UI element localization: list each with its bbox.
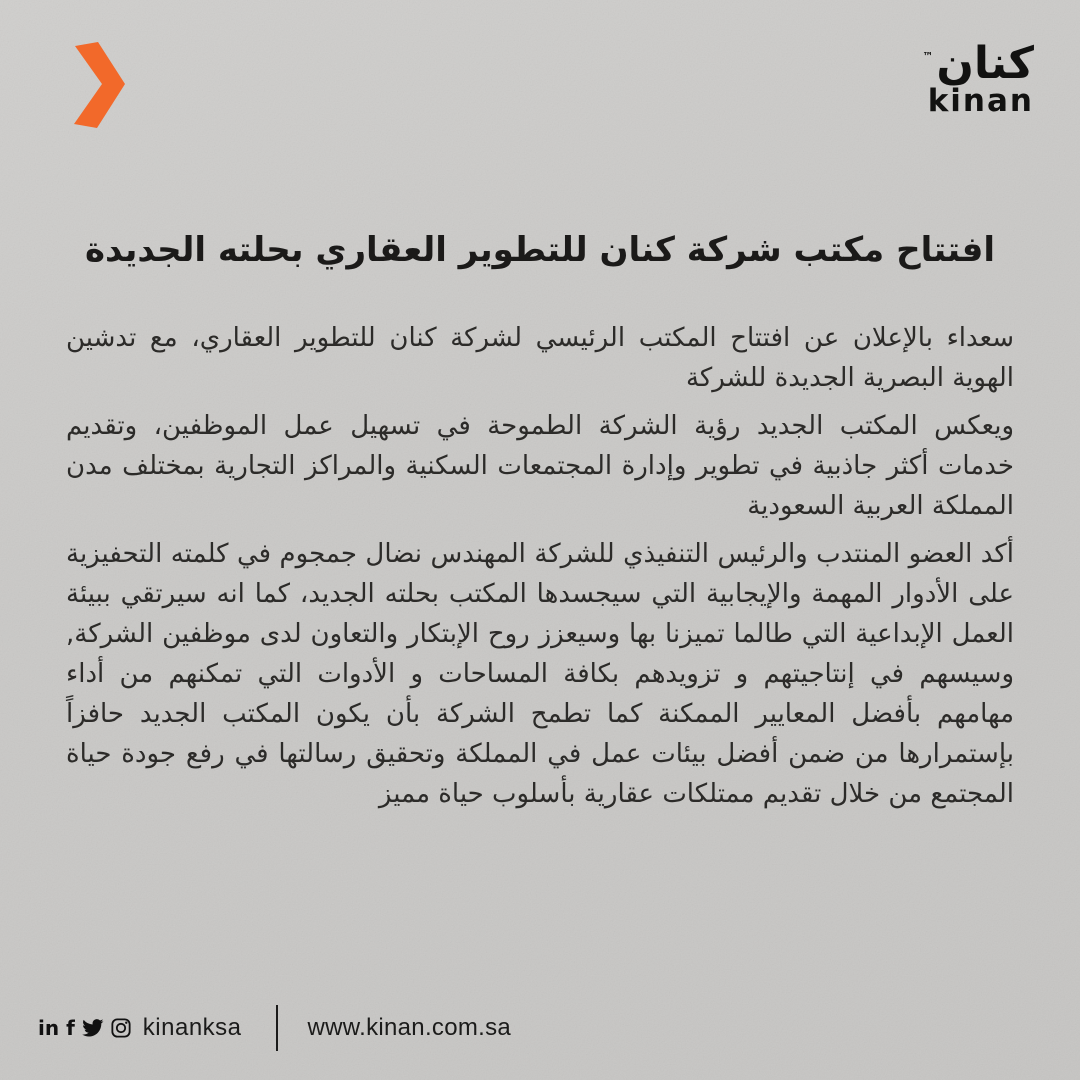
footer-divider — [276, 1005, 278, 1051]
kinan-logo-latin: kinan — [927, 83, 1034, 119]
instagram-icon[interactable] — [111, 1018, 131, 1038]
kinan-arrow-icon — [71, 42, 125, 128]
article-title: افتتاح مكتب شركة كنان للتطوير العقاري بحلته الجديدة — [84, 230, 996, 270]
article — [66, 228, 1014, 822]
article-paragraph-3: أكد العضو المنتدب والرئيس التنفيذي للشركة المهندس نضال جمجوم في كلمته التحفيزية على الأدوار المهمة والإيجابية التي سيجسدها المكتب بحلته الجديد، كما انه سيرتقي ببيئة العمل الإبداعية التي طالما تميزنا بها وسيعزز روح الإبتكار والتعاون لدى موظفين الشركة, وسيسهم في إنتاجيتهم و تزويدهم بكافة المساحات و الأدوات التي تمكنهم من أداء مهامهم بأفضل المعايير الممكنة كما تطمح الشركة بأن يكون المكتب الجديد حافزاً بإستمرارها من ضمن أفضل بيئات عمل في المملكة وتحقيق رسالتها في رفع جودة حياة المجتمع من خلال تقديم ممتلكات عقارية بأسلوب حياة مميز — [66, 538, 1014, 809]
kinan-logo-arabic: ™كنان — [922, 38, 1034, 89]
article-paragraph-2: ويعكس المكتب الجديد رؤية الشركة الطموحة في تسهيل عمل الموظفين، وتقديم خدمات أكثر جاذبية في تطوير وإدارة المجتمعات السكنية والمراكز التجارية بمختلف مدن المملكة العربية السعودية — [66, 410, 1014, 521]
linkedin-icon[interactable]: in — [38, 1016, 60, 1040]
website-url[interactable]: www.kinan.com.sa — [307, 1014, 512, 1041]
twitter-icon[interactable] — [82, 1019, 104, 1037]
facebook-icon[interactable]: f — [66, 1016, 75, 1040]
social-handle[interactable]: kinanksa — [142, 1014, 242, 1041]
social-icons — [38, 1018, 131, 1038]
kinan-logo — [922, 38, 1034, 119]
trademark-symbol: ™ — [922, 50, 934, 63]
footer — [38, 1004, 511, 1052]
article-paragraph-1: سعداء بالإعلان عن افتتاح المكتب الرئيسي لشركة كنان للتطوير العقاري، مع تدشين الهوية البصرية الجديدة للشركة — [66, 322, 1014, 393]
